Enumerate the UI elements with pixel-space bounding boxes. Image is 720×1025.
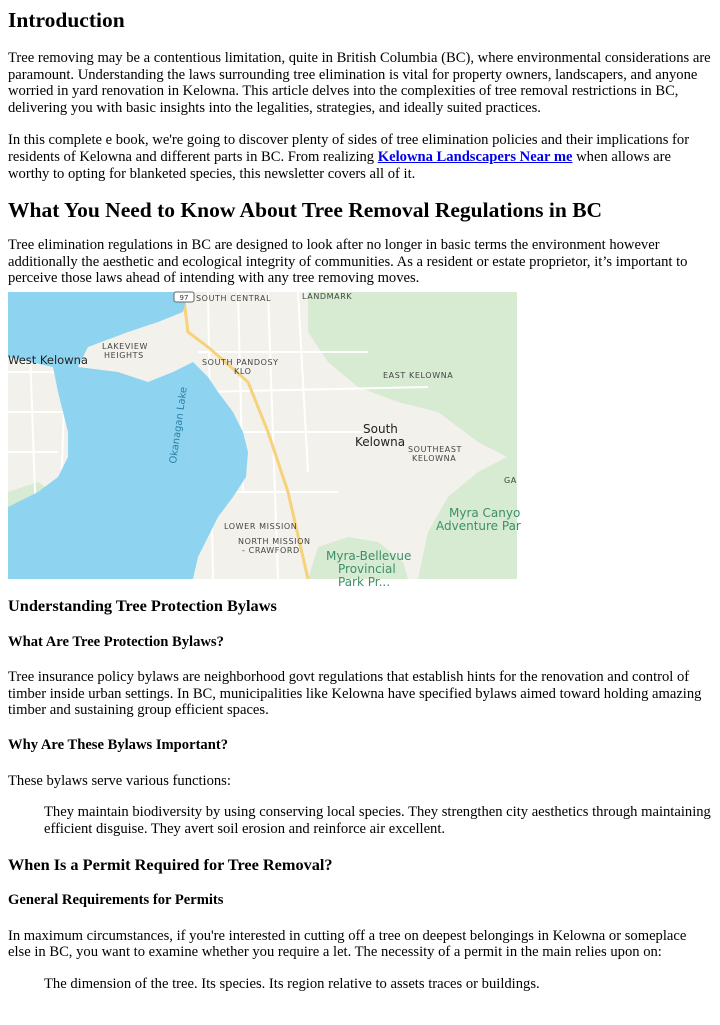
why-bylaws-paragraph: These bylaws serve various functions: — [8, 772, 231, 789]
map-label-lower-mission: LOWER MISSION — [224, 521, 298, 531]
intro-paragraph-2-end: when allows are worthy to opting for blanketed species, this newsletter covers all of it. — [8, 148, 671, 182]
article — [0, 8, 720, 992]
general-requirements-heading: General Requirements for Permits — [8, 891, 224, 908]
map-label-myra-bellevue: Myra-Bellevue — [326, 548, 412, 563]
kelowna-landscapers-link[interactable]: Kelowna Landscapers Near me — [377, 148, 573, 165]
map-label-crawford: - CRAWFORD — [242, 545, 300, 555]
route-shield-label: 97 — [179, 293, 189, 302]
map-label-south-kelowna: South — [363, 421, 398, 436]
map-label-lakeview-heights: HEIGHTS — [104, 350, 144, 360]
map-label-southeast: SOUTHEAST — [408, 444, 463, 454]
map-label-southeast-kelowna: KELOWNA — [412, 453, 457, 463]
map-label-landmark: LANDMARK — [302, 291, 353, 301]
general-requirements-paragraph: In maximum circumstances, if you're interested in cutting off a tree on deepest belongings in Kelowna or someplace else in BC, you want to examine whether you require a let. The necessity of a permit in the main relies upon on: — [8, 927, 687, 961]
protection-heading: Understanding Tree Protection Bylaws — [8, 595, 277, 615]
general-requirements-list: The dimension of the tree. Its species. Its region relative to assets traces or buildings. — [44, 975, 540, 992]
intro-paragraph-1: Tree removing may be a contentious limitation, quite in British Columbia (BC), where environmental considerations are paramount. Understanding the laws surrounding tree elimination is vital for property owners, landscapers, and anyone worried in yard renovation in Kelowna. This article delves into the complexities of tree removal restrictions in BC, delivering you with basic insights into the legalities, strategies, and ideally suited practices. — [8, 50, 711, 116]
map-label-south-kelowna-2: Kelowna — [355, 434, 406, 449]
map-label-east-kelowna: EAST KELOWNA — [383, 370, 454, 380]
intro-heading: Introduction — [8, 8, 125, 32]
map-label-south-central: SOUTH CENTRAL — [196, 293, 272, 303]
map-label-park: Park Pr... — [338, 574, 391, 589]
map-label-south-pandosy: SOUTH PANDOSY — [202, 357, 279, 367]
map-label-ga: GA — [504, 475, 517, 485]
map-label-klo: KLO — [234, 366, 252, 376]
map-label-myra-canyon: Myra Canyo — [449, 505, 521, 520]
map-label-lakeview: LAKEVIEW — [102, 341, 149, 351]
permit-heading: When Is a Permit Required for Tree Removal? — [8, 854, 333, 874]
intro-paragraph-2 — [8, 132, 712, 182]
map-label-provincial: Provincial — [338, 561, 396, 576]
map-label-west-kelowna: West Kelowna — [8, 352, 88, 367]
intro-paragraph-2-start: In this complete e book, we're going to discover plenty of sides of tree elimination policies and their implications for residents of Kelowna and different parts in BC. From realizing — [8, 132, 690, 165]
map-label-okanagan-lake: Okanagan Lake — [168, 386, 190, 465]
regulations-paragraph: Tree elimination regulations in BC are designed to look after no longer in basic terms the environment however additionally the aesthetic and ecological integrity of communities. As a resident or estate proprietor, it’s important to perceive those laws ahead of intending with any tree removing moves. — [8, 237, 688, 287]
regulations-heading: What You Need to Know About Tree Removal Regulations in BC — [8, 198, 603, 223]
map-label-adventure-park: Adventure Par — [436, 518, 521, 533]
why-bylaws-list: They maintain biodiversity by using conserving local species. They strengthen city aesthetics through maintaining efficient disguise. They avert soil erosion and reinforce air excellent. — [44, 804, 711, 837]
what-bylaws-heading: What Are Tree Protection Bylaws? — [8, 633, 224, 650]
map-label-north-mission: NORTH MISSION — [238, 536, 311, 546]
why-bylaws-heading: Why Are These Bylaws Important? — [8, 736, 229, 753]
kelowna-map-image — [8, 291, 521, 589]
what-bylaws-paragraph: Tree insurance policy bylaws are neighborhood govt regulations that establish hints for the renovation and control of timber inside urban settings. In BC, municipalities like Kelowna have specified bylaws aimed toward holding amazing timber and sustaining group efficient spaces. — [8, 668, 702, 719]
